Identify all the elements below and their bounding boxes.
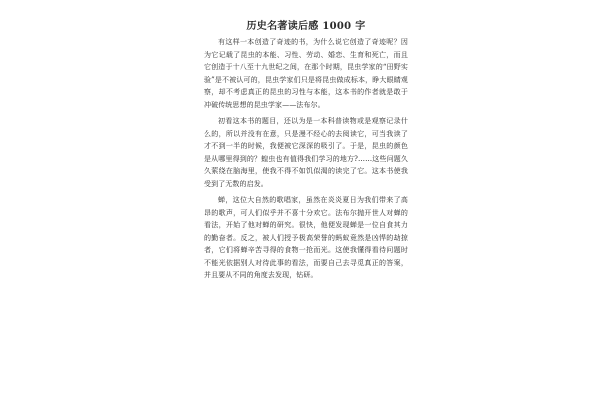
- paragraph-3: 蝉，这位大自然的歌唱家，虽然在炎炎夏日为我们带来了高昂的歌声，可人们似乎并不喜十分欢它。法布尔抛开世人对蝉的看法，开始了他对蝉的研究。很快，他便发现蝉是一位自食其力的勤奋者。反之，被人们授予极高荣誉的蚂蚁竟然是凶悍的劫掠者，它们将蝉辛苦寻得的食物一抢而光。这使我懂得看待问题时不能光依据别人对待此事的看法，而要自己去寻觅真正的答案，并且要从不同的角度去发现，钻研。: [204, 196, 408, 279]
- document-body: [204, 20, 408, 286]
- paragraph-1: 有这样一本创造了奇迹的书，为什么说它创造了奇迹呢？因为它记载了昆虫的本能、习性、劳动、婚恋、生育和死亡，而且它创造于十八至十九世纪之间，在那个时期，昆虫学家的“田野实验”是不被认可的，昆虫学家们只是将昆虫做成标本，睁大眼睛观察，却不考虑真正的昆虫的习性与本能，这本书的作者就是敢于冲破传统思想的昆虫学家——法布尔。: [204, 38, 408, 109]
- paragraph-2: 初看这本书的题目，还以为是一本科普读物或是观察记录什么的，所以并没有在意，只是漫不经心的去阅读它，可当我读了才不到一半的时候，我便被它深深的吸引了。于是，昆虫的颜色是从哪里得到的？蝗虫也有值得我们学习的地方?……这些问题久久萦绕在脑海里，使我不得不如饥似渴的读完了它。这本书使我受到了无数的启发。: [204, 117, 408, 188]
- document-title: 历史名著读后感 1000 字: [246, 21, 366, 32]
